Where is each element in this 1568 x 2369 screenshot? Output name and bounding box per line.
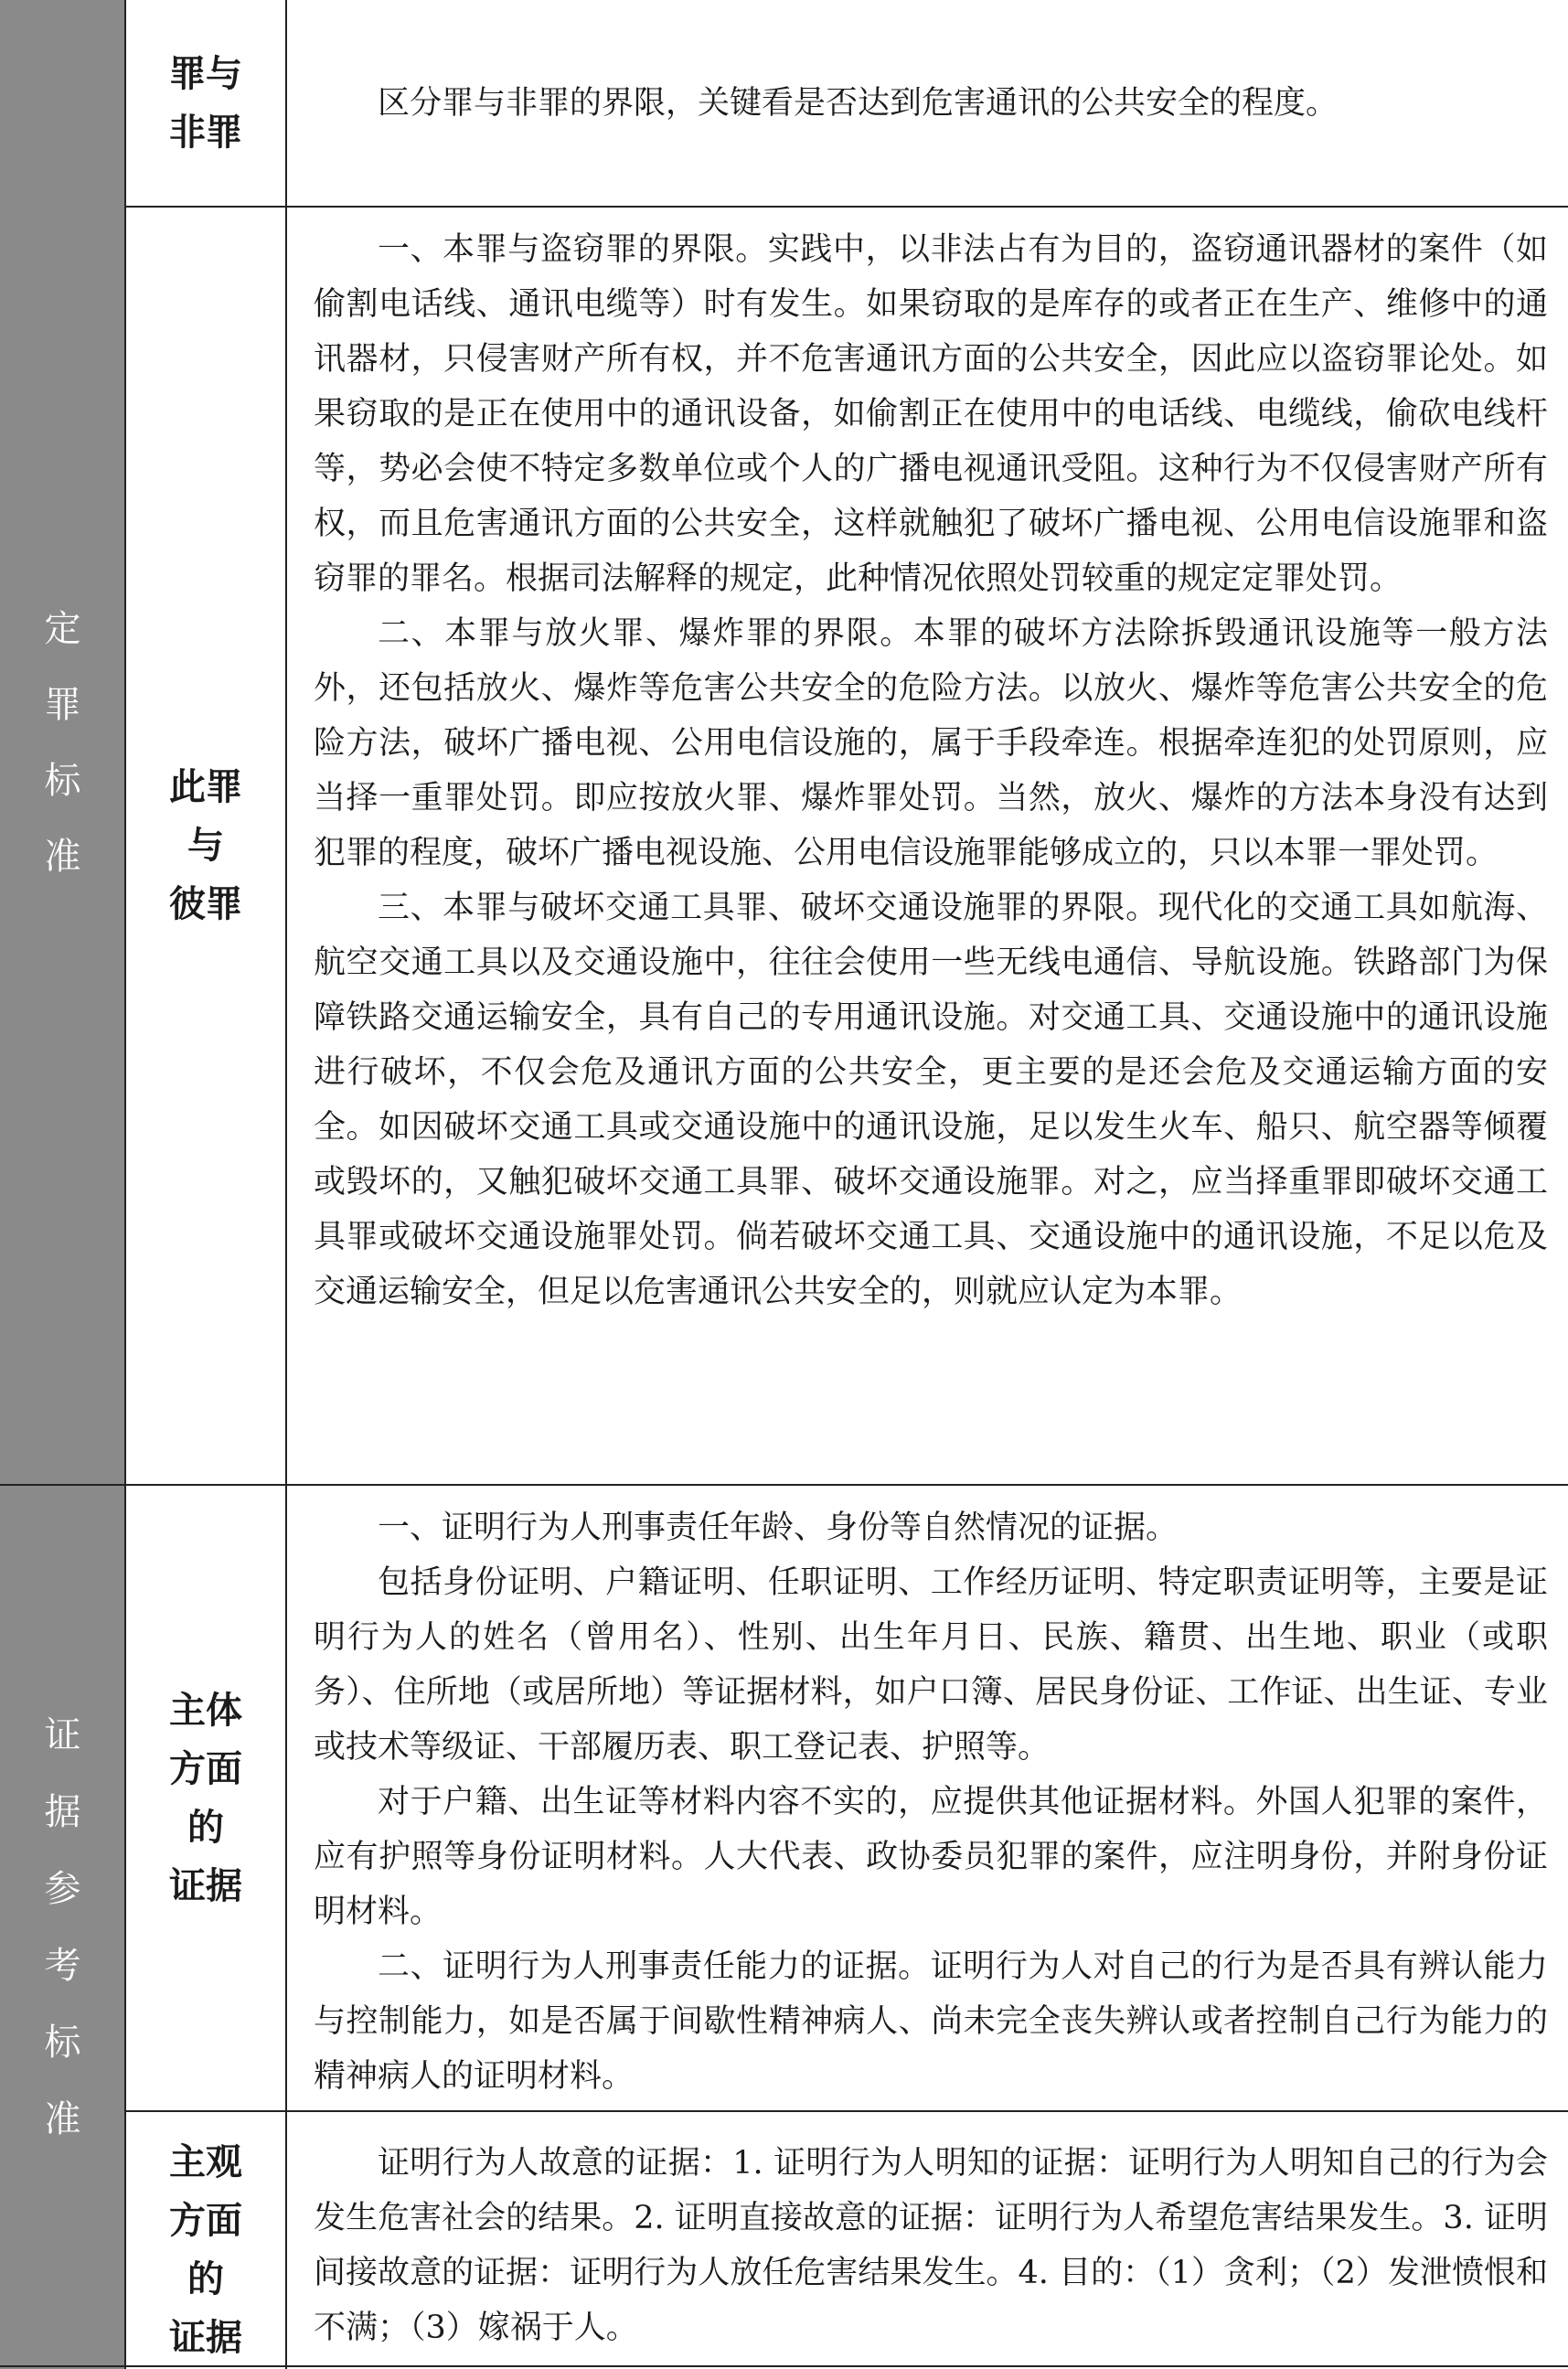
category-char: 准 [44,2097,81,2140]
content-this-crime-vs-other [286,207,1568,1485]
content-crime-vs-noncrime [286,0,1568,207]
category-char: 据 [44,1790,81,1833]
row-label-line: 证据 [169,2317,242,2359]
grid-line [124,0,126,2369]
paragraph: 三、本罪与破坏交通工具罪、破坏交通设施罪的界限。现代化的交通工具如航海、航空交通工具以及交通设施中，往往会使用一些无线电通信、导航设施。铁路部门为保障铁路交通运输安全，具有自己的专用通讯设施。对交通工具、交通设施中的通讯设施进行破坏，不仅会危及通讯方面的公共安全，更主要的是还会危及交通运输方面的安全。如因破坏交通工具或交通设施中的通讯设施，足以发生火车、船只、航空器等倾覆或毁坏的，又触犯破坏交通工具罪、破坏交通设施罪。对之，应当择重罪即破坏交通工具罪或破坏交通设施罪处罚。倘若破坏交通工具、交通设施中的通讯设施，不足以危及交通运输安全，但足以危害通讯公共安全的，则就应认定为本罪。 [314,890,1548,1310]
category-char: 考 [44,1944,81,1987]
row-label-this-crime-vs-other [125,207,286,1485]
row-label-crime-vs-noncrime [125,0,286,207]
grid-line [285,0,287,2369]
row-label-line: 罪与 [169,53,242,95]
paragraph: 一、证明行为人刑事责任年龄、身份等自然情况的证据。 [378,1510,1179,1546]
row-label-subject-evidence [125,1485,286,2111]
row-label-line: 与 [187,825,224,867]
category-cell-evidence [0,1485,125,2369]
row-label-subjective-evidence [125,2111,286,2369]
content-subject-evidence [286,1485,1568,2111]
paragraph: 区分罪与非罪的界限，关键看是否达到危害通讯的公共安全的程度。 [378,85,1339,122]
row-label-line: 的 [187,2258,224,2300]
paragraph: 二、证明行为人刑事责任能力的证据。证明行为人对自己的行为是否具有辨认能力与控制能力，如是否属于间歇性精神病人、尚未完全丧失辨认或者控制自己行为能力的精神病人的证明材料。 [314,1948,1548,2095]
category-char: 标 [44,759,81,802]
grid-line [125,206,1568,208]
row-label-line: 方面 [169,1747,242,1790]
paragraph: 包括身份证明、户籍证明、任职证明、工作经历证明、特定职责证明等，主要是证明行为人的姓名（曾用名）、性别、出生年月日、民族、籍贯、出生地、职业（或职务）、住所地（或居所地）等证据材料，如户口簿、居民身份证、工作证、出生证、专业或技术等级证、干部履历表、职工登记表、护照等。 [314,1564,1548,1766]
content-subjective-evidence [286,2111,1568,2369]
category-char: 准 [44,835,81,878]
paragraph: 证明行为人故意的证据：1. 证明行为人明知的证据：证明行为人明知自己的行为会发生危害社会的结果。2. 证明直接故意的证据：证明行为人希望危害结果发生。3. 证明间接故意的证据：证明行为人放任危害结果发生。4. 目的：（1）贪利；（2）发泄愤恨和不满；（3）嫁祸于人。 [314,2145,1548,2346]
paragraph: 一、本罪与盗窃罪的界限。实践中，以非法占有为目的，盗窃通讯器材的案件（如偷割电话线、通讯电缆等）时有发生。如果窃取的是库存的或者正在生产、维修中的通讯器材，只侵害财产所有权，并不危害通讯方面的公共安全，因此应以盗窃罪论处。如果窃取的是正在使用中的通讯设备，如偷割正在使用中的电话线、电缆线，偷砍电线杆等，势必会使不特定多数单位或个人的广播电视通讯受阻。这种行为不仅侵害财产所有权，而且危害通讯方面的公共安全，这样就触犯了破坏广播电视、公用电信设施罪和盗窃罪的罪名。根据司法解释的规定，此种情况依照处罚较重的规定定罪处罚。 [314,231,1548,597]
category-char: 参 [44,1867,81,1910]
category-char: 证 [44,1713,81,1756]
row-label-line: 此罪 [169,766,242,808]
row-label-line: 方面 [169,2200,242,2242]
row-label-line: 彼罪 [169,883,242,925]
category-char: 罪 [44,683,81,726]
grid-line [0,2365,1568,2367]
grid-line [125,2110,1568,2112]
category-char: 标 [44,2021,81,2064]
row-label-line: 非罪 [169,112,242,154]
row-label-line: 主体 [169,1689,242,1732]
category-char: 定 [44,607,81,650]
row-label-line: 的 [187,1806,224,1849]
paragraph: 对于户籍、出生证等材料内容不实的，应提供其他证据材料。外国人犯罪的案件，应有护照等身份证明材料。人大代表、政协委员犯罪的案件，应注明身份，并附身份证明材料。 [314,1784,1548,1930]
grid-line [0,1484,1568,1486]
paragraph: 二、本罪与放火罪、爆炸罪的界限。本罪的破坏方法除拆毁通讯设施等一般方法外，还包括放火、爆炸等危害公共安全的危险方法。以放火、爆炸等危害公共安全的危险方法，破坏广播电视、公用电信设施的，属于手段牵连。根据牵连犯的处罚原则，应当择一重罪处罚。即应按放火罪、爆炸罪处罚。当然，放火、爆炸的方法本身没有达到犯罪的程度，破坏广播电视设施、公用电信设施罪能够成立的，只以本罪一罪处罚。 [314,615,1548,871]
row-label-line: 主观 [169,2141,242,2183]
category-cell-conviction [0,0,125,1485]
row-label-line: 证据 [169,1864,242,1907]
